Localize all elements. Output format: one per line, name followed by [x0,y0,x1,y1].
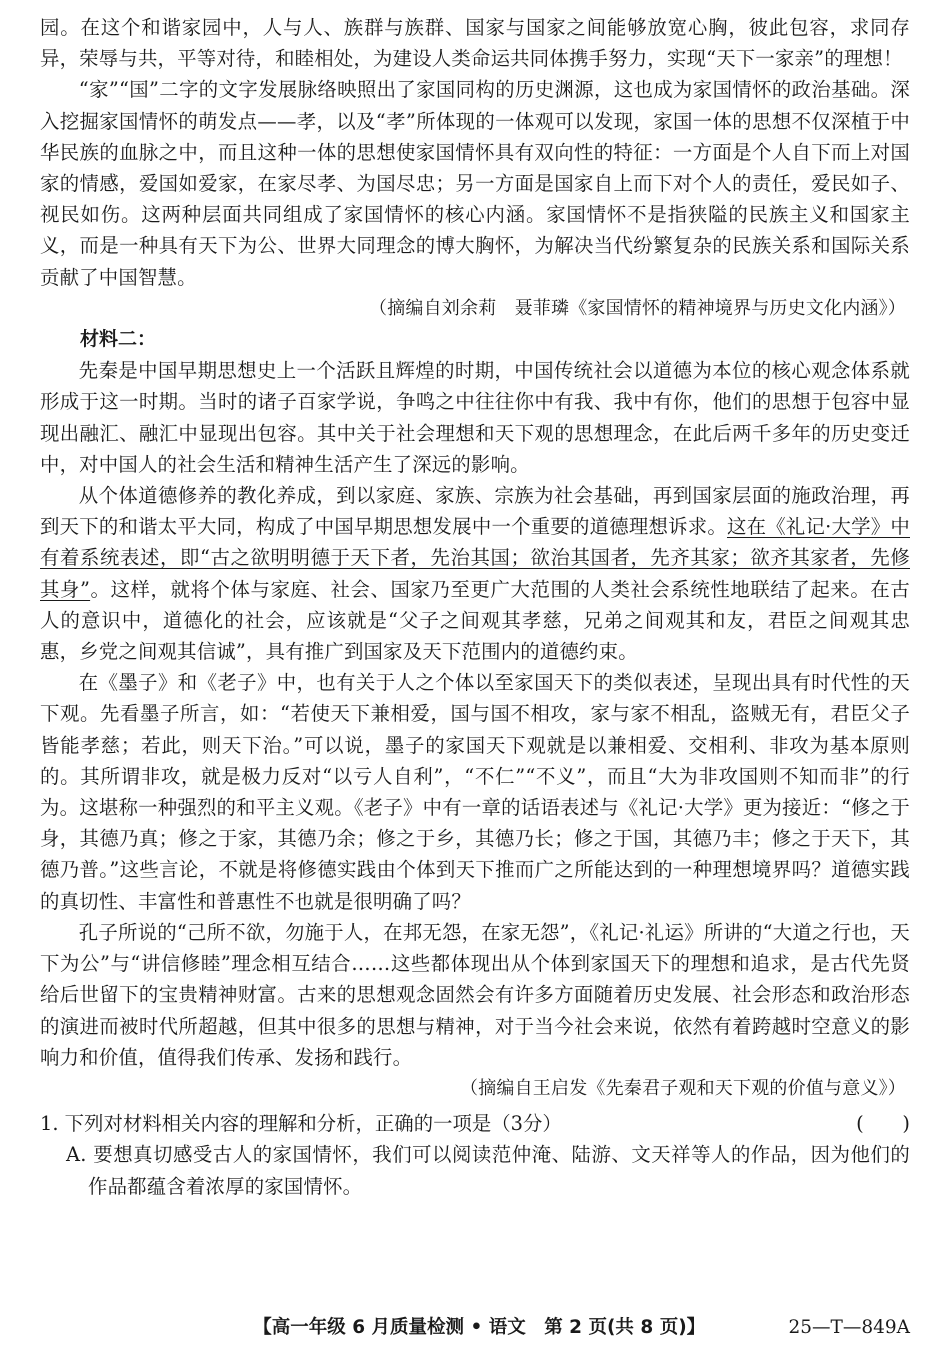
material2-p2-tail: 。这样，就将个体与家庭、社会、国家乃至更广大范围的人类社会系统性地联结了起来。在古人的意识中，道德化的社会，应该就是“父子之间观其孝慈，兄弟之间观其和友，君臣之间观其忠惠，乡党之间观其信诚”，具有推广到国家及天下范围内的道德约束。 [40,577,910,664]
answer-bracket[interactable]: ( ) [856,1112,910,1136]
question-1 [40,1108,910,1139]
material2-p2-lead: 从个体道德修养的教化养成，到以家庭、家族、宗族为社会基础，再到国家层面的施政治理，再到天下的和谐太平大同，构成了中国早期思想发展中一个重要的道德理想诉求。 [40,484,910,539]
page-footer [40,1314,910,1342]
material2-title: 材料二： [80,328,157,351]
footer-title: 【高一年级 6 月质量检测 • 语文 第 2 页(共 8 页)】 [253,1317,706,1338]
material1-paragraph-continued: 园。在这个和谐家园中，人与人、族群与族群、国家与国家之间能够放宽心胸，彼此包容，求同存异，荣辱与共，平等对待，和睦相处，为建设人类命运共同体携手努力，实现“天下一家亲”的理想！ [40,16,910,71]
material2-paragraph-1: 先秦是中国早期思想史上一个活跃且辉煌的时期，中国传统社会以道德为本位的核心观念体系就形成于这一时期。当时的诸子百家学说，争鸣之中往往你中有我、我中有你，他们的思想于包容中显现出融汇、融汇中显现出包容。其中关于社会理想和天下观的思想理念，在此后两千多年的历史变迁中，对中国人的社会生活和精神生活产生了深远的影响。 [40,359,910,476]
material2-paragraph-3: 在《墨子》和《老子》中，也有关于人之个体以至家国天下的类似表述，呈现出具有时代性的天下观。先看墨子所言，如：“若使天下兼相爱，国与国不相攻，家与家不相乱，盗贼无有，君臣父子皆能孝慈；若此，则天下治。”可以说，墨子的家国天下观就是以兼相爱、交相利、非攻为基本原则的。其所谓非攻，就是极力反对“以亏人自利”，“不仁”“不义”，而且“大为非攻国则不知而非”的行为。这堪称一种强烈的和平主义观。《老子》中有一章的话语表述与《礼记·大学》更为接近：“修之于身，其德乃真；修之于家，其德乃余；修之于乡，其德乃长；修之于国，其德乃丰；修之于天下，其德乃普。”这些言论，不就是将修德实践由个体到天下推而广之所能达到的一种理想境界吗？道德实践的真切性、丰富性和普惠性不也就是很明确了吗？ [40,671,910,913]
material2-paragraph-4: 孔子所说的“己所不欲，勿施于人，在邦无怨，在家无怨”，《礼记·礼运》所讲的“大道之行也，天下为公”与“讲信修睦”理念相互结合……这些都体现出从个体到家国天下的理想和追求，是古代先贤给后世留下的宝贵精神财富。古来的思想观念固然会有许多方面随着历史发展、社会形态和政治形态的演进而被时代所超越，但其中很多的思想与精神，对于当今社会来说，依然有着跨越时空意义的影响力和价值，值得我们传承、发扬和践行。 [40,920,910,1069]
material1-paragraph-2: “家”“国”二字的文字发展脉络映照出了家国同构的历史渊源，这也成为家国情怀的政治基础。深入挖掘家国情怀的萌发点——孝，以及“孝”所体现的一体观可以发现，家国一体的思想不仅深植于中华民族的血脉之中，而且这种一体的思想使家国情怀具有双向性的特征：一方面是个人自下而上对国家的情感，爱国如爱家，在家尽孝、为国尽忠；另一方面是国家自上而下对个人的责任，爱民如子、视民如伤。这两种层面共同组成了家国情怀的核心内涵。家国情怀不是指狭隘的民族主义和国家主义，而是一种具有天下为公、世界大同理念的博大胸怀，为解决当代纷繁复杂的民族关系和国际关系贡献了中国智慧。 [40,78,910,289]
footer-code: 25—T—849A [788,1317,910,1338]
underlined-quote: 这在《礼记·大学》中有着系统表述，即“古之欲明明德于天下者，先治其国；欲治其国者，先齐其家；欲齐其家者，先修其身” [40,515,910,601]
option-a[interactable]: A. 要想真切感受古人的家国情怀，我们可以阅读范仲淹、陆游、文天祥等人的作品，因为他们的作品都蕴含着浓厚的家国情怀。 [66,1143,910,1198]
material2-paragraph-2 [40,480,910,667]
question-1-stem: 1. 下列对材料相关内容的理解和分析，正确的一项是（3分） [40,1112,562,1136]
material1-source: （摘编自刘余莉 聂菲璘《家国情怀的精神境界与历史文化内涵》） [369,297,906,319]
material2-source: （摘编自王启发《先秦君子观和天下观的价值与意义》） [460,1077,906,1099]
